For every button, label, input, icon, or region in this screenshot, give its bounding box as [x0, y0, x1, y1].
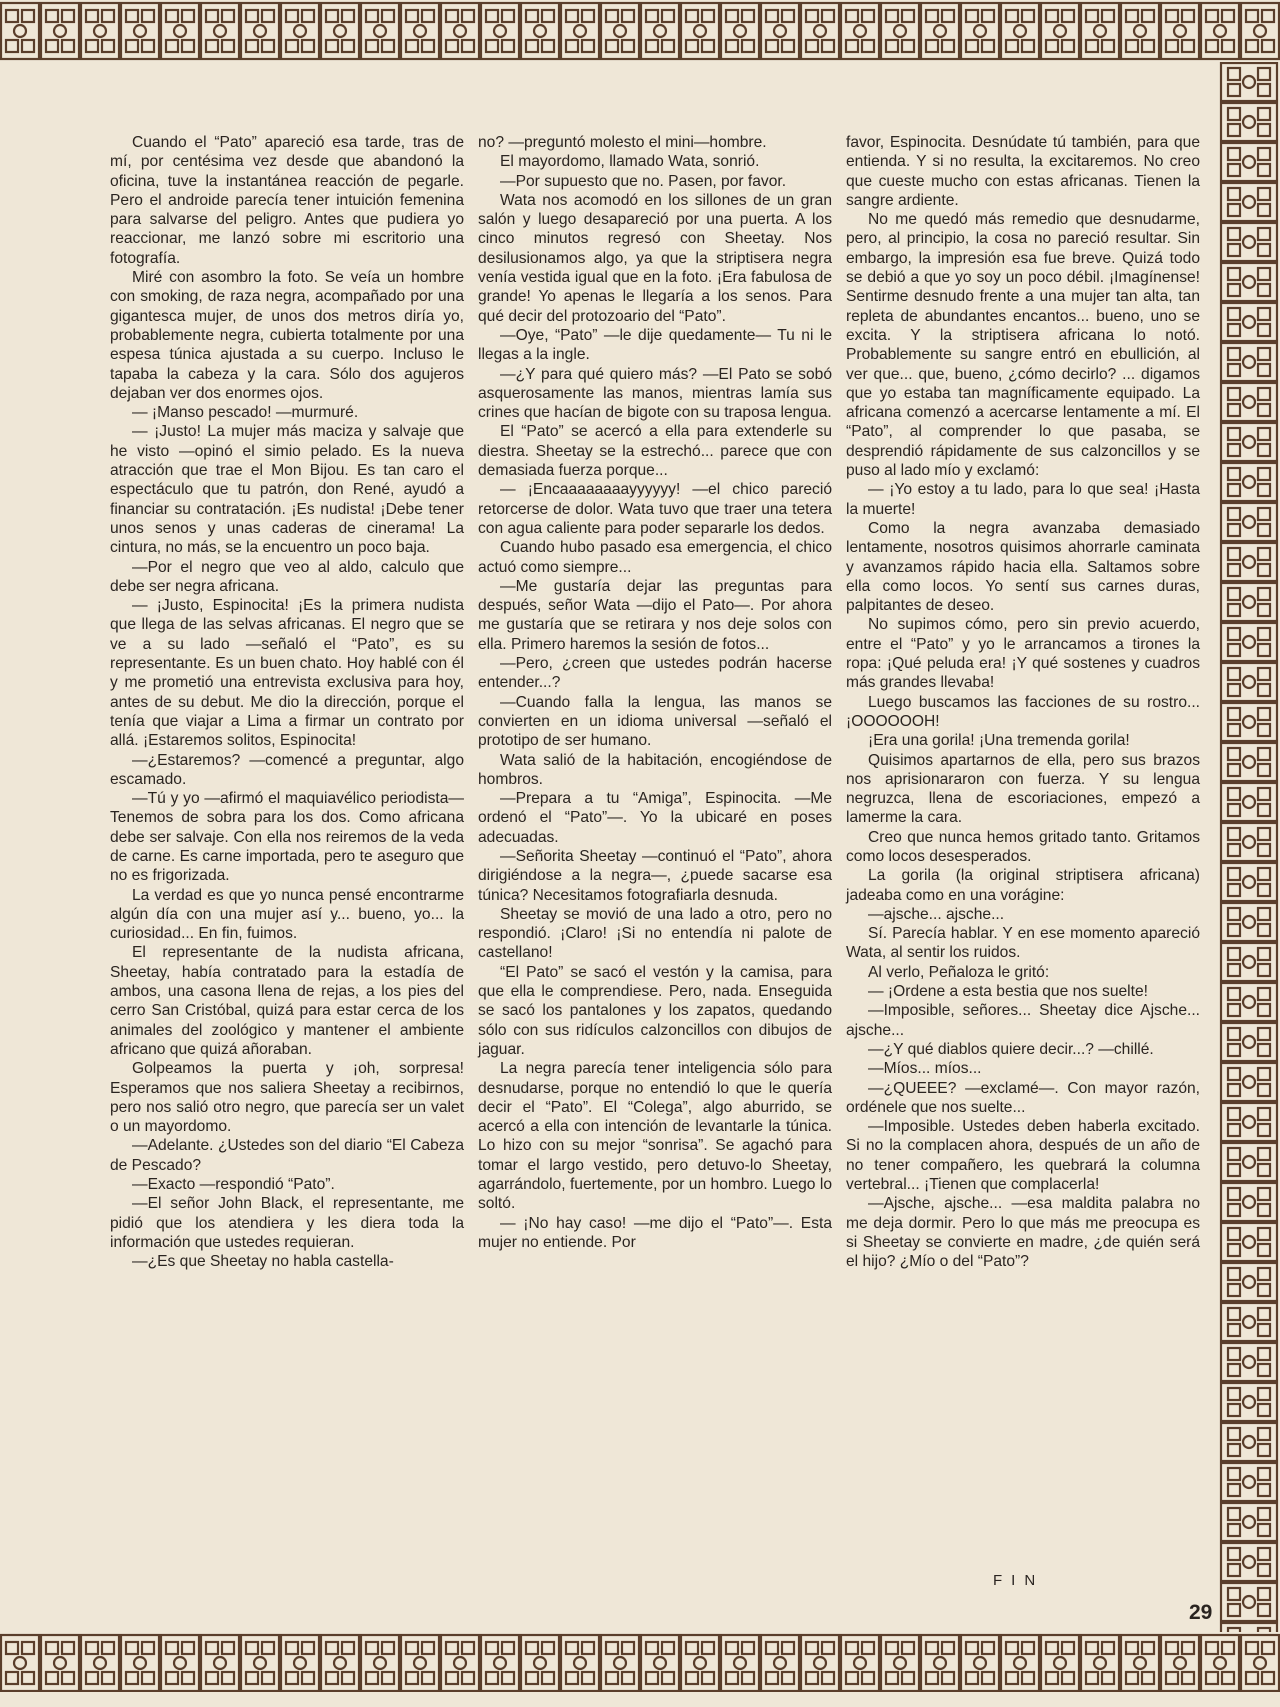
paragraph: El “Pato” se acercó a ella para extenderle su diestra. Sheetay se la estrechó... parece que con demasiada fuerza porque... [478, 423, 832, 480]
paragraph: —Me gustaría dejar las preguntas para después, señor Wata —dijo el Pato—. Por ahora me gustaría que se retirara y nos deje solos con ella. Primero haremos la sesión de fotos... [478, 577, 832, 653]
paragraph: no? —preguntó molesto el mini—hombre. [478, 134, 767, 151]
paragraph: Sí. Parecía hablar. Y en ese momento apareció Wata, al sentir los ruidos. [846, 925, 1200, 962]
article-column-1 [110, 133, 464, 1553]
page-number: 29 [1189, 1601, 1213, 1624]
paragraph: La verdad es que yo nunca pensé encontrarme algún día con una mujer así y... bueno, yo... la curiosidad... En fin, fuimos. [110, 886, 464, 943]
paragraph: —¿QUEEE? —exclamé—. Con mayor razón, ordénele que nos suelte... [846, 1079, 1200, 1116]
paragraph: — ¡Ordene a esta bestia que nos suelte! [868, 983, 1148, 1001]
paragraph: — ¡No hay caso! —me dijo el “Pato”—. Esta mujer no entiende. Por [478, 1214, 832, 1251]
paragraph: Como la negra avanzaba demasiado lentamente, nosotros quisimos ahorrarle caminata y avanzamos rápido hacia ella. Saltamos sobre ella como locos. Yo sentí sus carnes duras, palpitantes de deseo. [846, 519, 1200, 615]
paragraph: —¿Y para qué quiero más? —El Pato se sobó asquerosamente las manos, mientras lamía sus crines que hacían de bigote con su traposa lengua. [478, 365, 832, 422]
paragraph: El mayordomo, llamado Wata, sonrió. [500, 153, 760, 171]
paragraph: Wata salió de la habitación, encogiéndose de hombros. [478, 751, 832, 788]
paragraph: —Señorita Sheetay —continuó el “Pato”, ahora dirigiéndose a la negra—, ¿puede sacarse esa túnica? Necesitamos fotografiarla desnuda. [478, 847, 832, 904]
paragraph: — ¡Manso pescado! —murmuré. [132, 404, 359, 422]
paragraph: — ¡Justo! La mujer más maciza y salvaje que he visto —opinó el simio pelado. Es la nueva atracción que trae el Mon Bijou. Es tan caro el espectáculo que tu patrón, don René, ayudó a financiar su contratación. ¡Es nudista! ¡Debe tener unos senos y unas caderas de cinerama! La cintura, no más, se la encuentro un poco baja. [110, 423, 464, 557]
ornamental-border-right [1218, 62, 1280, 1632]
paragraph: —¿Y qué diablos quiere decir...? —chillé. [868, 1040, 1154, 1058]
paragraph: Al verlo, Peñaloza le gritó: [868, 963, 1050, 981]
paragraph: La negra parecía tener inteligencia sólo para desnudarse, porque no entendió lo que le quería decir el “Pato”. El “Colega”, algo aburrido, se acercó a ella con intención de levantarle la túnica. Lo hizo con su mejor “sonrisa”. Se agachó para tomar el largo vestido, pero detuvo-lo Sheetay, agarrándolo, fuertemente, por un hombro. Luego lo soltó. [478, 1060, 832, 1213]
paragraph: Creo que nunca hemos gritado tanto. Gritamos como locos desesperados. [846, 828, 1200, 865]
article-column-2 [478, 133, 832, 1553]
paragraph: —ajsche... ajsche... [868, 905, 1005, 923]
article-column-3 [846, 133, 1200, 1553]
paragraph: —Imposible. Ustedes deben haberla excitado. Si no la complacen ahora, después de un año de no tener compañero, les quebrará la columna vertebral... ¡Tienen que complacerla! [846, 1118, 1200, 1194]
paragraph: La gorila (la original striptisera africana) jadeaba como en una vorágine: [846, 867, 1200, 904]
paragraph: Sheetay se movió de una lado a otro, pero no respondió. ¡Claro! ¡Si no entendía ni palote de castellano! [478, 905, 832, 962]
paragraph: —Oye, “Pato” —le dije quedamente— Tu ni le llegas a la ingle. [478, 326, 832, 364]
paragraph: —Exacto —respondió “Pato”. [132, 1176, 335, 1194]
paragraph: —El señor John Black, el representante, me pidió que los atendiera y les diera toda la información que ustedes requieran. [110, 1195, 464, 1251]
paragraph: ¡Era una gorila! ¡Una tremenda gorila! [868, 732, 1130, 750]
page-bottom-margin [0, 1692, 1280, 1707]
paragraph: —Cuando falla la lengua, las manos se convierten en un idioma universal —señaló el prototipo de ser humano. [478, 693, 832, 750]
paragraph: —Imposible, señores... Sheetay dice Ajsche... ajsche... [846, 1002, 1200, 1039]
paragraph: —Prepara a tu “Amiga”, Espinocita. —Me ordenó el “Pato”—. Yo la ubicaré en poses adecuadas. [478, 790, 832, 846]
paragraph: —Por el negro que veo al aldo, calculo que debe ser negra africana. [110, 558, 464, 595]
story-end-marker: FIN [993, 1572, 1045, 1589]
paragraph: —Pero, ¿creen que ustedes podrán hacerse entender...? [478, 655, 832, 692]
paragraph: —Por supuesto que no. Pasen, por favor. [500, 172, 787, 190]
paragraph: “El Pato” se sacó el vestón y la camisa, para que ella le comprendiese. Pero, nada. Enseguida se sacó los pantalones y los zapatos, quedando sólo con sus ridículos calzoncillos con dibujos de jaguar. [478, 963, 832, 1058]
paragraph: El representante de la nudista africana, Sheetay, había contratado para la estadía de ambos, una casona llena de rejas, a los pies del cerro San Cristóbal, quizá para estar cerca de los animales del zoológico y mantener el ambiente africano que quizá añoraban. [110, 944, 464, 1058]
paragraph: Cuando el “Pato” apareció esa tarde, tras de mí, por centésima vez desde que abandonó la oficina, tuve la instantánea reacción de pegarle. Pero el androide parecía tener intuición femenina para salvarse del peligro. Antes que pudiera yo reaccionar, me lanzó sobre mi escritorio una fotografía. [110, 134, 464, 267]
paragraph: Wata nos acomodó en los sillones de un gran salón y luego desapareció por una puerta. A los cinco minutos regresó con Sheetay. Nos desilusionamos algo, ya que la striptisera negra venía vestida igual que en la foto. ¡Era fabulosa de grande! Yo apenas le llegaría a los senos. Para qué decir del protozoario del “Pato”. [478, 191, 832, 325]
paragraph: — ¡Justo, Espinocita! ¡Es la primera nudista que llega de las selvas africanas. El negro que se ve a su lado —señaló el “Pato”, es su representante. Es un buen chato. Hoy hablé con él y me prometió una entrevista exclusiva para hoy, antes de su debut. Me dio la dirección, porque el tenía que viajar a Lima a firmar un contrato por allá. ¡Estaremos solitos, Espinocita! [110, 597, 464, 750]
paragraph: Miré con asombro la foto. Se veía un hombre con smoking, de raza negra, acompañado por una gigantesca mujer, de unos dos metros diría yo, probablemente negra, cubierta totalmente por una espesa túnica ajustada a su cuerpo. Incluso le tapaba la cabeza y la cara. Sólo dos agujeros dejaban ver dos enormes ojos. [110, 269, 464, 402]
article-columns [110, 133, 1200, 1553]
paragraph: Luego buscamos las facciones de su rostro... ¡OOOOOOH! [846, 693, 1200, 730]
paragraph: favor, Espinocita. Desnúdate tú también, para que entienda. Y si no resulta, la excitaremos. No creo que cueste mucho con estas africanas. Tienen la sangre ardiente. [846, 134, 1200, 209]
paragraph: —Míos... míos... [868, 1060, 982, 1078]
paragraph: —¿Estaremos? —comencé a preguntar, algo escamado. [110, 751, 464, 788]
paragraph: —Ajsche, ajsche... —esa maldita palabra no me deja dormir. Pero lo que más me preocupa es si Sheetay se convierte en madre, ¿de quién será el hijo? ¿Mío o del “Pato”? [846, 1195, 1200, 1271]
paragraph: Quisimos apartarnos de ella, pero sus brazos nos aprisionararon con fuerza. Y su lengua negruzca, llena de escoriaciones, empezó a lamerme la cara. [846, 751, 1200, 827]
ornamental-border-bottom [0, 1632, 1280, 1692]
paragraph: No me quedó más remedio que desnudarme, pero, al principio, la cosa no pareció resultar. Sin embargo, la impresión esa fue breve. Quizá todo se debió a que yo soy un poco débil. ¡Imagínense! Sentirme desnudo frente a una mujer tan alta, tan repleta de abundantes encantos... bueno, uno se excita. Y la striptisera africana lo notó. Probablemente su sangre entró en ebullición, al ver que... que, bueno, ¿cómo decirlo? ... digamos que yo estaba tan magníficamente equipado. La africana comenzó a acercarse lentamente a mí. El “Pato”, al comprender lo que pasaba, se desprendió rápidamente de sus calzoncillos y se puso al lado mío y exclamó: [846, 211, 1200, 480]
paragraph: —Tú y yo —afirmó el maquiavélico periodista— Tenemos de sobra para los dos. Como africana debe ser salvaje. Con ella nos reiremos de la veda de carne. Es carne importada, pero te aseguro que no es frigorizada. [110, 790, 464, 885]
ornamental-border-top [0, 0, 1280, 62]
paragraph: — ¡Yo estoy a tu lado, para lo que sea! ¡Hasta la muerte! [846, 481, 1200, 518]
paragraph: —¿Es que Sheetay no habla castella- [132, 1253, 394, 1271]
paragraph: — ¡Encaaaaaaaayyyyyy! —el chico pareció retorcerse de dolor. Wata tuvo que traer una tetera con agua caliente para poder separarle los dedos. [478, 481, 832, 537]
paragraph: Golpeamos la puerta y ¡oh, sorpresa! Esperamos que nos saliera Sheetay a recibirnos, pero nos salió otro negro, que parecía ser un valet o un mayordomo. [110, 1060, 464, 1136]
paragraph: —Adelante. ¿Ustedes son del diario “El Cabeza de Pescado? [110, 1137, 464, 1174]
paragraph: No supimos cómo, pero sin previo acuerdo, entre el “Pato” y yo le arrancamos a tirones la ropa: ¡Qué peluda era! ¡Y qué sostenes y cuadros más grandes llevaba! [846, 616, 1200, 692]
paragraph: Cuando hubo pasado esa emergencia, el chico actuó como siempre... [478, 539, 832, 576]
